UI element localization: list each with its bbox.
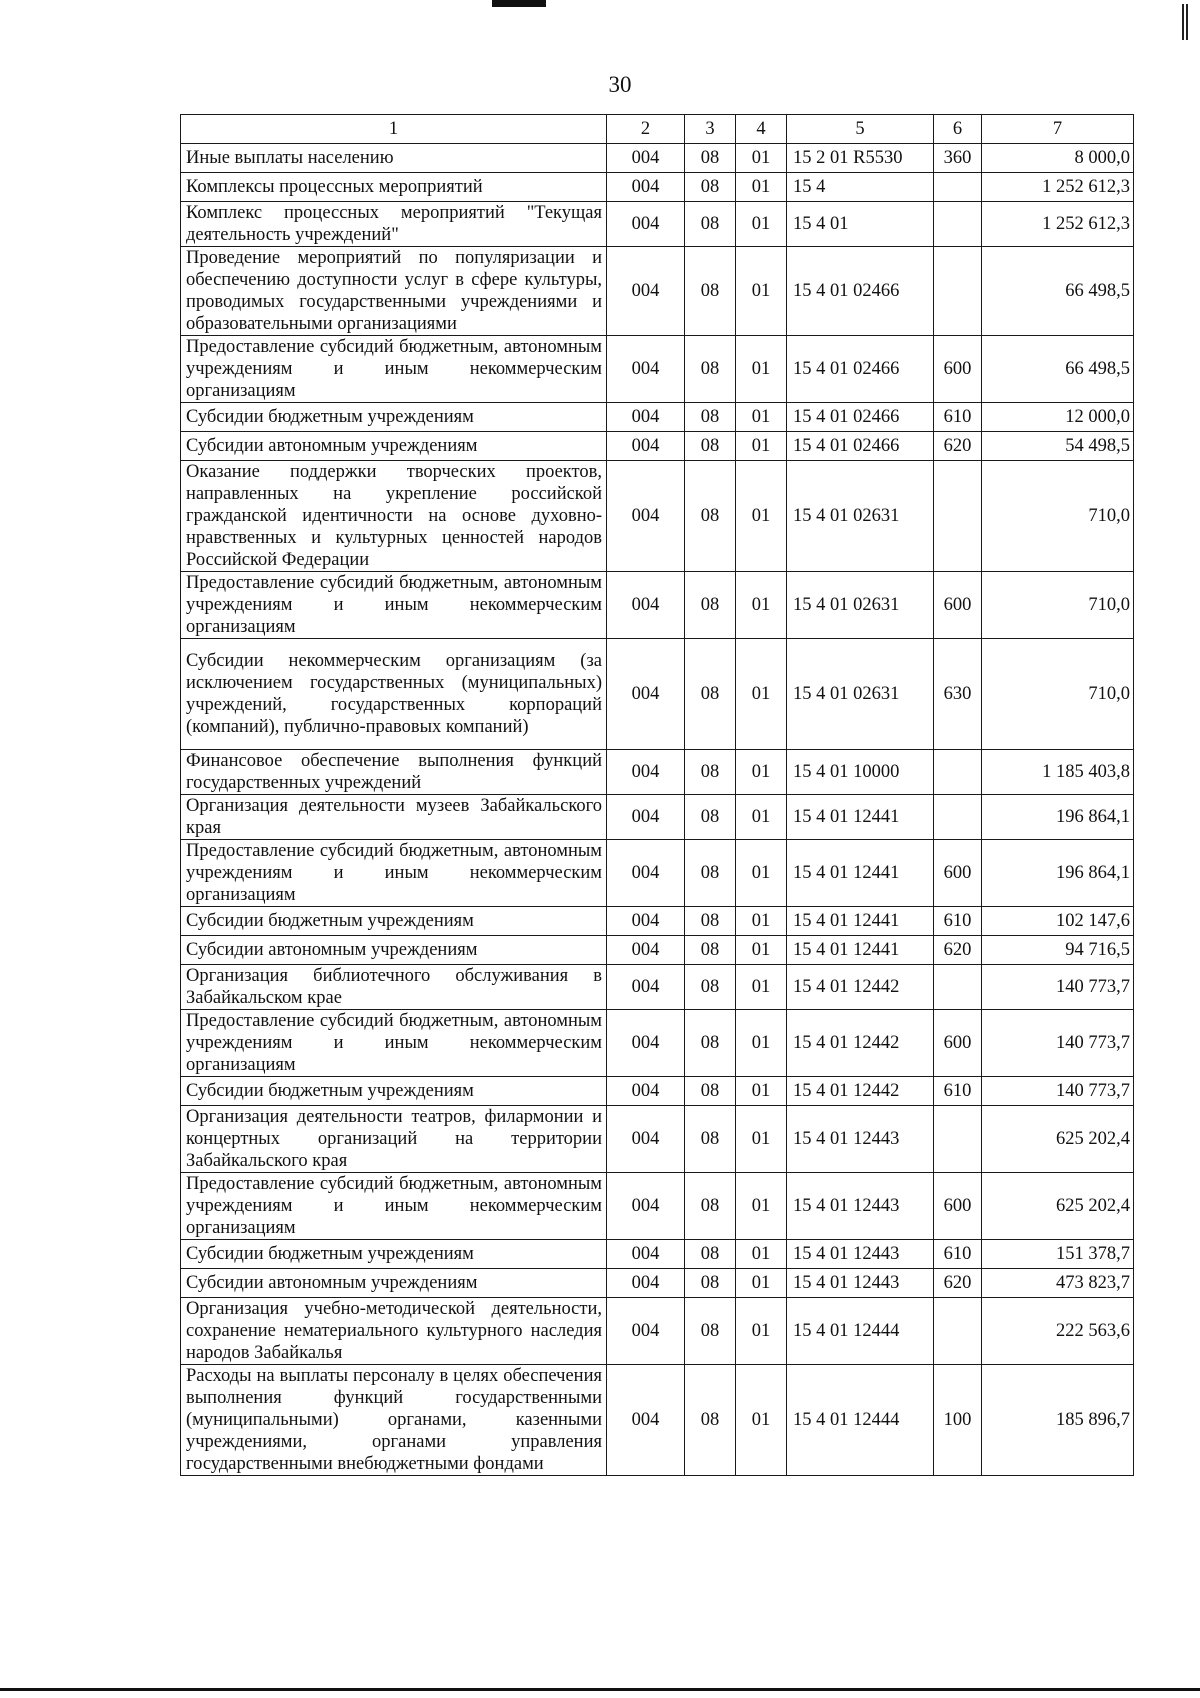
subsection-code-cell: 01 <box>736 639 787 750</box>
table-row <box>181 1269 1134 1298</box>
expense-type-cell: 610 <box>934 403 982 432</box>
subsection-code-cell: 01 <box>736 965 787 1010</box>
ministry-code-cell: 004 <box>607 840 685 907</box>
expense-type-cell: 600 <box>934 840 982 907</box>
target-article-cell: 15 4 01 02631 <box>787 639 934 750</box>
table-row <box>181 1106 1134 1173</box>
subsection-code-cell: 01 <box>736 1010 787 1077</box>
target-article-cell: 15 4 01 02466 <box>787 403 934 432</box>
amount-cell: 1 185 403,8 <box>982 750 1134 795</box>
expense-type-cell: 610 <box>934 1077 982 1106</box>
ministry-code-cell: 004 <box>607 1240 685 1269</box>
amount-cell: 12 000,0 <box>982 403 1134 432</box>
subsection-code-cell: 01 <box>736 336 787 403</box>
ministry-code-cell: 004 <box>607 247 685 336</box>
target-article-cell: 15 4 01 02466 <box>787 247 934 336</box>
target-article-cell: 15 2 01 R5530 <box>787 144 934 173</box>
ministry-code-cell: 004 <box>607 144 685 173</box>
table-row <box>181 572 1134 639</box>
ministry-code-cell: 004 <box>607 795 685 840</box>
amount-cell: 710,0 <box>982 572 1134 639</box>
ministry-code-cell: 004 <box>607 202 685 247</box>
ministry-code-cell: 004 <box>607 432 685 461</box>
table-row <box>181 403 1134 432</box>
ministry-code-cell: 004 <box>607 965 685 1010</box>
subsection-code-cell: 01 <box>736 173 787 202</box>
expense-name-cell: Комплекс процессных мероприятий "Текущая деятельность учреждений" <box>181 202 607 247</box>
subsection-code-cell: 01 <box>736 795 787 840</box>
section-code-cell: 08 <box>685 1298 736 1365</box>
section-code-cell: 08 <box>685 173 736 202</box>
ministry-code-cell: 004 <box>607 1173 685 1240</box>
expense-name-cell: Организация деятельности музеев Забайкальского края <box>181 795 607 840</box>
amount-cell: 66 498,5 <box>982 247 1134 336</box>
amount-cell: 1 252 612,3 <box>982 173 1134 202</box>
ministry-code-cell: 004 <box>607 1365 685 1476</box>
expense-type-cell: 630 <box>934 639 982 750</box>
table-row <box>181 1173 1134 1240</box>
table-row <box>181 247 1134 336</box>
target-article-cell: 15 4 01 12441 <box>787 840 934 907</box>
expense-name-cell: Предоставление субсидий бюджетным, автономным учреждениям и иным некоммерческим организациям <box>181 1010 607 1077</box>
section-code-cell: 08 <box>685 965 736 1010</box>
subsection-code-cell: 01 <box>736 403 787 432</box>
expense-name-cell: Предоставление субсидий бюджетным, автономным учреждениям и иным некоммерческим организациям <box>181 336 607 403</box>
expense-name-cell: Предоставление субсидий бюджетным, автономным учреждениям и иным некоммерческим организациям <box>181 840 607 907</box>
ministry-code-cell: 004 <box>607 1106 685 1173</box>
target-article-cell: 15 4 01 <box>787 202 934 247</box>
target-article-cell: 15 4 01 10000 <box>787 750 934 795</box>
target-article-cell: 15 4 01 12442 <box>787 965 934 1010</box>
target-article-cell: 15 4 01 12441 <box>787 936 934 965</box>
section-code-cell: 08 <box>685 840 736 907</box>
table-row <box>181 1240 1134 1269</box>
ministry-code-cell: 004 <box>607 1077 685 1106</box>
subsection-code-cell: 01 <box>736 1240 787 1269</box>
scan-edge-marks <box>1182 4 1188 40</box>
ministry-code-cell: 004 <box>607 750 685 795</box>
expense-name-cell: Предоставление субсидий бюджетным, автономным учреждениям и иным некоммерческим организациям <box>181 1173 607 1240</box>
expense-type-cell <box>934 1106 982 1173</box>
target-article-cell: 15 4 01 12443 <box>787 1106 934 1173</box>
amount-cell: 710,0 <box>982 461 1134 572</box>
expense-type-cell: 600 <box>934 336 982 403</box>
target-article-cell: 15 4 01 02631 <box>787 461 934 572</box>
table-row <box>181 907 1134 936</box>
expense-name-cell: Организация библиотечного обслуживания в Забайкальском крае <box>181 965 607 1010</box>
ministry-code-cell: 004 <box>607 572 685 639</box>
table-row <box>181 840 1134 907</box>
amount-cell: 710,0 <box>982 639 1134 750</box>
target-article-cell: 15 4 01 02466 <box>787 336 934 403</box>
subsection-code-cell: 01 <box>736 247 787 336</box>
section-code-cell: 08 <box>685 1077 736 1106</box>
amount-cell: 1 252 612,3 <box>982 202 1134 247</box>
subsection-code-cell: 01 <box>736 432 787 461</box>
expense-name-cell: Субсидии некоммерческим организациям (за исключением государственных (муниципальных) учреждений, государственных корпораций (компаний), публично-правовых компаний) <box>181 639 607 750</box>
section-code-cell: 08 <box>685 432 736 461</box>
scan-bottom-rule <box>0 1688 1200 1691</box>
section-code-cell: 08 <box>685 247 736 336</box>
amount-cell: 473 823,7 <box>982 1269 1134 1298</box>
expense-type-cell: 610 <box>934 907 982 936</box>
amount-cell: 8 000,0 <box>982 144 1134 173</box>
expense-type-cell <box>934 750 982 795</box>
section-code-cell: 08 <box>685 572 736 639</box>
expense-name-cell: Субсидии бюджетным учреждениям <box>181 1077 607 1106</box>
table-row <box>181 795 1134 840</box>
target-article-cell: 15 4 01 12444 <box>787 1365 934 1476</box>
section-code-cell: 08 <box>685 403 736 432</box>
table-row <box>181 965 1134 1010</box>
expense-name-cell: Проведение мероприятий по популяризации и обеспечению доступности услуг в сфере культуры, проводимых государственными учреждениями и образовательными организациями <box>181 247 607 336</box>
table-row <box>181 639 1134 750</box>
ministry-code-cell: 004 <box>607 907 685 936</box>
table-header-row <box>181 115 1134 144</box>
subsection-code-cell: 01 <box>736 907 787 936</box>
table-row <box>181 144 1134 173</box>
target-article-cell: 15 4 01 02631 <box>787 572 934 639</box>
subsection-code-cell: 01 <box>736 840 787 907</box>
amount-cell: 102 147,6 <box>982 907 1134 936</box>
expense-name-cell: Субсидии автономным учреждениям <box>181 936 607 965</box>
ministry-code-cell: 004 <box>607 403 685 432</box>
ministry-code-cell: 004 <box>607 173 685 202</box>
table-row <box>181 1298 1134 1365</box>
expense-type-cell <box>934 795 982 840</box>
expense-type-cell: 610 <box>934 1240 982 1269</box>
ministry-code-cell: 004 <box>607 461 685 572</box>
subsection-code-cell: 01 <box>736 572 787 639</box>
subsection-code-cell: 01 <box>736 144 787 173</box>
expense-type-cell <box>934 1298 982 1365</box>
subsection-code-cell: 01 <box>736 461 787 572</box>
page-number: 30 <box>608 72 632 97</box>
amount-cell: 196 864,1 <box>982 795 1134 840</box>
expense-type-cell: 600 <box>934 1010 982 1077</box>
table-row <box>181 750 1134 795</box>
section-code-cell: 08 <box>685 1269 736 1298</box>
section-code-cell: 08 <box>685 1106 736 1173</box>
ministry-code-cell: 004 <box>607 1269 685 1298</box>
section-code-cell: 08 <box>685 461 736 572</box>
column-header: 1 <box>181 115 607 144</box>
table-row <box>181 1077 1134 1106</box>
ministry-code-cell: 004 <box>607 1298 685 1365</box>
column-header: 5 <box>787 115 934 144</box>
section-code-cell: 08 <box>685 1240 736 1269</box>
expense-type-cell: 600 <box>934 1173 982 1240</box>
subsection-code-cell: 01 <box>736 202 787 247</box>
ministry-code-cell: 004 <box>607 639 685 750</box>
amount-cell: 140 773,7 <box>982 1010 1134 1077</box>
expense-type-cell: 600 <box>934 572 982 639</box>
table-row <box>181 1365 1134 1476</box>
target-article-cell: 15 4 01 12443 <box>787 1240 934 1269</box>
amount-cell: 196 864,1 <box>982 840 1134 907</box>
subsection-code-cell: 01 <box>736 1298 787 1365</box>
section-code-cell: 08 <box>685 202 736 247</box>
table-row <box>181 1010 1134 1077</box>
expense-name-cell: Комплексы процессных мероприятий <box>181 173 607 202</box>
expense-name-cell: Расходы на выплаты персоналу в целях обеспечения выполнения функций государственными (муниципальными) органами, казенными учреждениями, органами управления государственными внебюджетными фондами <box>181 1365 607 1476</box>
expense-type-cell <box>934 202 982 247</box>
target-article-cell: 15 4 01 12441 <box>787 907 934 936</box>
subsection-code-cell: 01 <box>736 1173 787 1240</box>
amount-cell: 140 773,7 <box>982 1077 1134 1106</box>
table-row <box>181 202 1134 247</box>
table-row <box>181 936 1134 965</box>
subsection-code-cell: 01 <box>736 1106 787 1173</box>
amount-cell: 94 716,5 <box>982 936 1134 965</box>
target-article-cell: 15 4 01 12441 <box>787 795 934 840</box>
subsection-code-cell: 01 <box>736 1077 787 1106</box>
section-code-cell: 08 <box>685 1365 736 1476</box>
expense-type-cell <box>934 965 982 1010</box>
section-code-cell: 08 <box>685 907 736 936</box>
expense-name-cell: Организация деятельности театров, филармонии и концертных организаций на территории Забайкальского края <box>181 1106 607 1173</box>
column-header: 7 <box>982 115 1134 144</box>
subsection-code-cell: 01 <box>736 1365 787 1476</box>
table-row <box>181 461 1134 572</box>
section-code-cell: 08 <box>685 639 736 750</box>
expense-name-cell: Предоставление субсидий бюджетным, автономным учреждениям и иным некоммерческим организациям <box>181 572 607 639</box>
target-article-cell: 15 4 01 12443 <box>787 1173 934 1240</box>
amount-cell: 54 498,5 <box>982 432 1134 461</box>
expense-type-cell <box>934 173 982 202</box>
table-row <box>181 173 1134 202</box>
subsection-code-cell: 01 <box>736 1269 787 1298</box>
ministry-code-cell: 004 <box>607 936 685 965</box>
section-code-cell: 08 <box>685 1173 736 1240</box>
subsection-code-cell: 01 <box>736 750 787 795</box>
amount-cell: 625 202,4 <box>982 1173 1134 1240</box>
table-row <box>181 432 1134 461</box>
expense-name-cell: Финансовое обеспечение выполнения функций государственных учреждений <box>181 750 607 795</box>
target-article-cell: 15 4 01 02466 <box>787 432 934 461</box>
expense-name-cell: Субсидии автономным учреждениям <box>181 432 607 461</box>
ministry-code-cell: 004 <box>607 336 685 403</box>
expense-name-cell: Иные выплаты населению <box>181 144 607 173</box>
amount-cell: 625 202,4 <box>982 1106 1134 1173</box>
column-header: 4 <box>736 115 787 144</box>
column-header: 6 <box>934 115 982 144</box>
expense-name-cell: Субсидии бюджетным учреждениям <box>181 907 607 936</box>
section-code-cell: 08 <box>685 336 736 403</box>
ministry-code-cell: 004 <box>607 1010 685 1077</box>
scan-top-mark <box>492 0 546 7</box>
budget-table <box>180 114 1134 1476</box>
column-header: 3 <box>685 115 736 144</box>
section-code-cell: 08 <box>685 936 736 965</box>
expense-name-cell: Субсидии бюджетным учреждениям <box>181 1240 607 1269</box>
target-article-cell: 15 4 <box>787 173 934 202</box>
expense-type-cell: 360 <box>934 144 982 173</box>
section-code-cell: 08 <box>685 750 736 795</box>
expense-type-cell: 620 <box>934 936 982 965</box>
section-code-cell: 08 <box>685 795 736 840</box>
expense-type-cell: 100 <box>934 1365 982 1476</box>
target-article-cell: 15 4 01 12444 <box>787 1298 934 1365</box>
amount-cell: 140 773,7 <box>982 965 1134 1010</box>
amount-cell: 185 896,7 <box>982 1365 1134 1476</box>
expense-type-cell: 620 <box>934 432 982 461</box>
section-code-cell: 08 <box>685 144 736 173</box>
expense-type-cell: 620 <box>934 1269 982 1298</box>
target-article-cell: 15 4 01 12442 <box>787 1010 934 1077</box>
column-header: 2 <box>607 115 685 144</box>
expense-type-cell <box>934 247 982 336</box>
expense-name-cell: Субсидии автономным учреждениям <box>181 1269 607 1298</box>
subsection-code-cell: 01 <box>736 936 787 965</box>
section-code-cell: 08 <box>685 1010 736 1077</box>
expense-name-cell: Субсидии бюджетным учреждениям <box>181 403 607 432</box>
target-article-cell: 15 4 01 12442 <box>787 1077 934 1106</box>
amount-cell: 151 378,7 <box>982 1240 1134 1269</box>
expense-name-cell: Организация учебно-методической деятельности, сохранение нематериального культурного наследия народов Забайкалья <box>181 1298 607 1365</box>
expense-type-cell <box>934 461 982 572</box>
table-row <box>181 336 1134 403</box>
target-article-cell: 15 4 01 12443 <box>787 1269 934 1298</box>
amount-cell: 222 563,6 <box>982 1298 1134 1365</box>
expense-name-cell: Оказание поддержки творческих проектов, направленных на укрепление российской гражданской идентичности на основе духовно-нравственных и культурных ценностей народов Российской Федерации <box>181 461 607 572</box>
amount-cell: 66 498,5 <box>982 336 1134 403</box>
